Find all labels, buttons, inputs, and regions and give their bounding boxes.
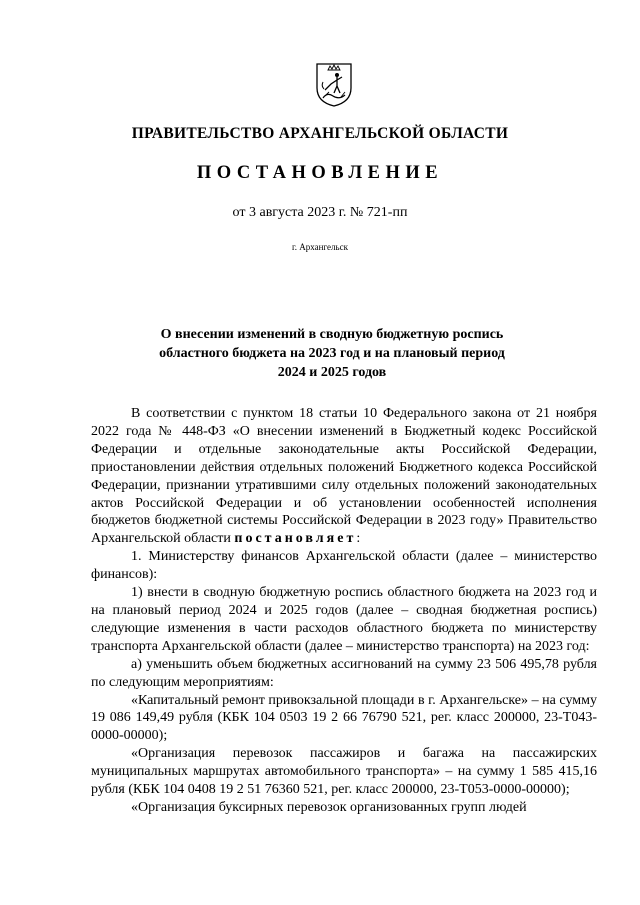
preamble-text: В соответствии с пунктом 18 статьи 10 Федерального закона от 21 ноября 2022 года № 448-ФЗ «О внесении изменений в Бюджетный кодекс Российской Федерации и отдельные законодательные акты Российской Федерации, приостановлении действия отдельных положений Бюджетного кодекса Российской Федерации, признании утратившими силу отдельных положений законодательных актов Российской Федерации и об установлении особенностей исполнения бюджетов бюджетной системы Российской Федерации в 2023 году» Правительство Архангельской области	[91, 406, 597, 547]
decree-word: постановляет	[234, 531, 357, 547]
document-city: г. Архангельск	[292, 242, 348, 252]
item-paragraph: 1. Министерству финансов Архангельской области (далее – министерство финансов):	[91, 549, 597, 583]
subject-line: 2024 и 2025 годов	[277, 365, 387, 380]
subject-line: областного бюджета на 2023 год и на плановый период	[159, 346, 505, 361]
preamble-paragraph	[91, 405, 597, 548]
document-date-number: от 3 августа 2023 г. № 721-пп	[232, 205, 408, 220]
measure-paragraph: «Организация буксирных перевозок организованных групп людей	[131, 799, 527, 815]
measure-paragraph: «Организация перевозок пассажиров и багажа на пассажирских муниципальных маршрутах автомобильного транспорта» – на сумму 1 585 415,16 рубля (КБК 104 0408 19 2 51 76360 521, рег. класс 200000, 23-Т053-0000-00000);	[91, 746, 597, 798]
document-subject	[90, 325, 574, 382]
subitem-paragraph: 1) внести в сводную бюджетную роспись областного бюджета на 2023 год и на плановый период 2024 и 2025 годов (далее – сводная бюджетная роспись) следующие изменения в части расходов областного бюджета по министерству транспорта Архангельской области (далее – министерство транспорта) на 2023 год:	[91, 585, 597, 654]
document-body	[91, 405, 597, 817]
subitem-paragraph: а) уменьшить объем бюджетных ассигнований на сумму 23 506 495,78 рубля по следующим мероприятиям:	[91, 656, 597, 690]
measure-paragraph: «Капитальный ремонт привокзальной площади в г. Архангельске» – на сумму 19 086 149,49 рубля (КБК 104 0503 19 2 66 76790 521, рег. класс 200000, 23-Т043-0000-00000);	[91, 692, 597, 744]
decree-colon: :	[356, 531, 361, 547]
organization-name: ПРАВИТЕЛЬСТВО АРХАНГЕЛЬСКОЙ ОБЛАСТИ	[131, 125, 509, 142]
document-type: ПОСТАНОВЛЕНИЕ	[196, 163, 444, 183]
coat-of-arms-icon	[315, 62, 353, 108]
subject-line: О внесении изменений в сводную бюджетную роспись	[160, 327, 504, 342]
